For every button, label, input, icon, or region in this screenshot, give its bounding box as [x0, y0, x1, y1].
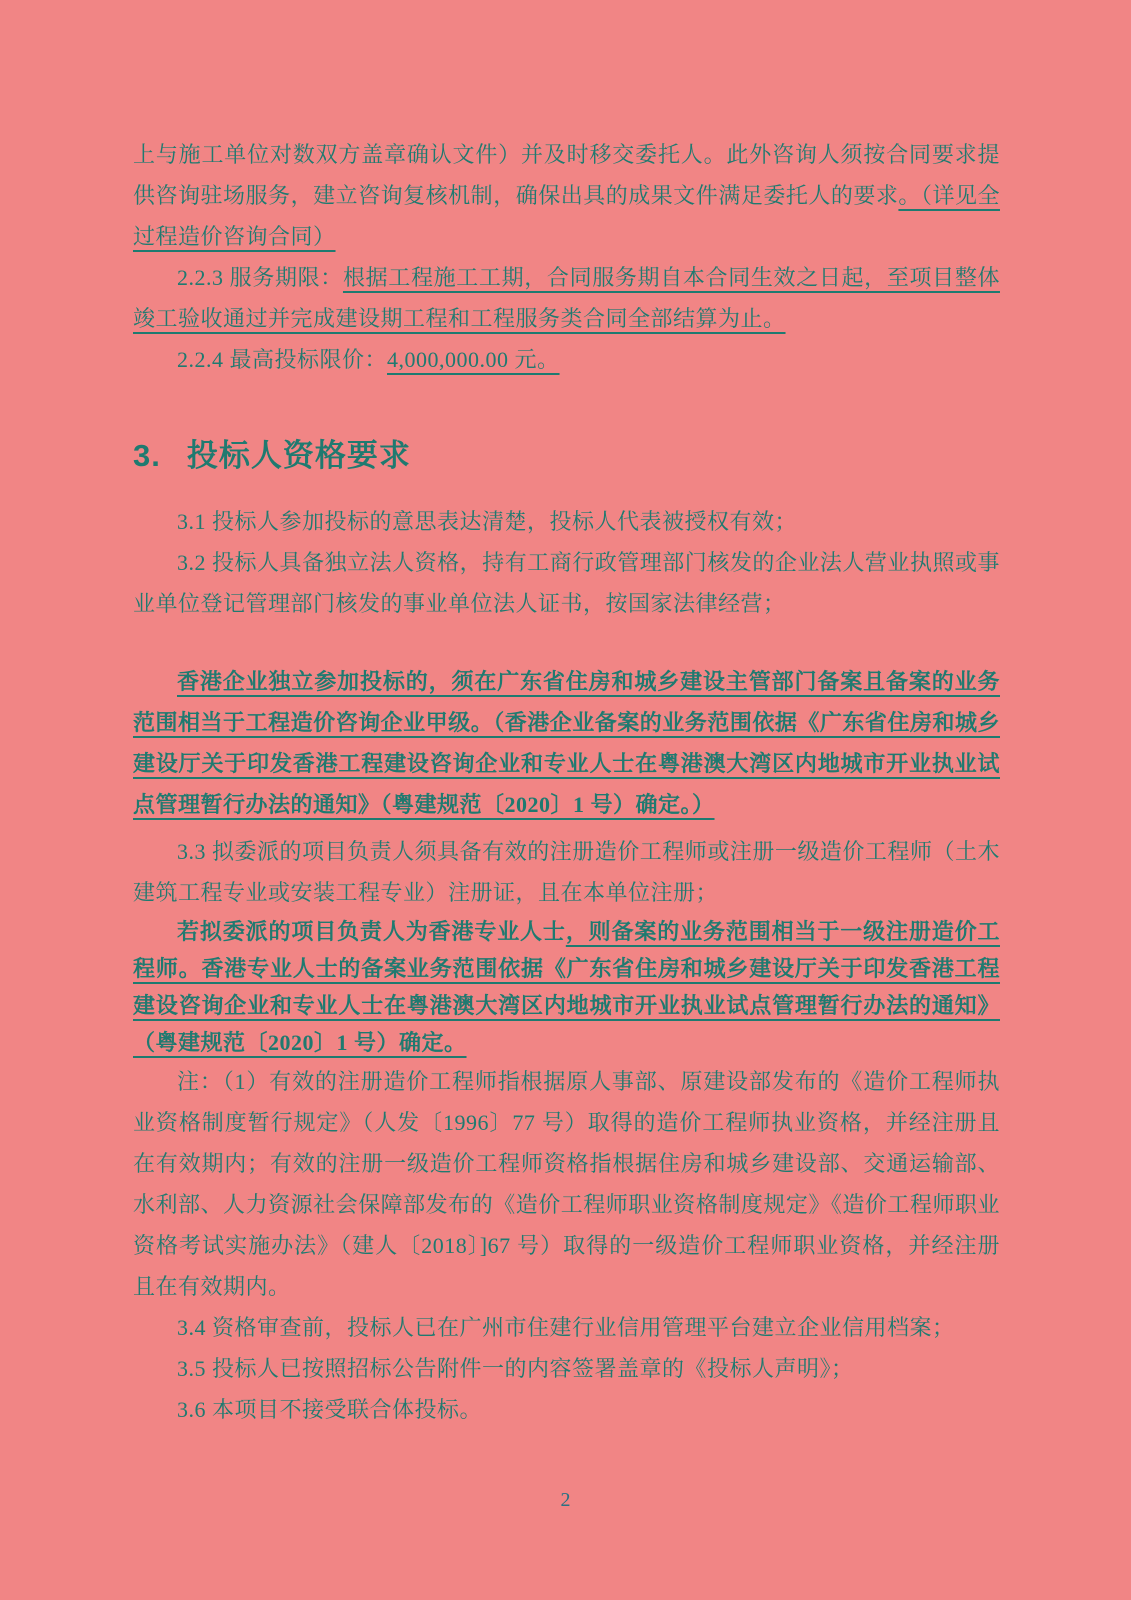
clause-3-1: 3.1 投标人参加投标的意思表达清楚，投标人代表被授权有效；	[177, 509, 798, 534]
intro-plain-text: 上与施工单位对数双方盖章确认文件）并及时移交委托人。此外咨询人须按合同要求提供咨询驻场服务，建立咨询复核机制，确保出具的成果文件满足委托人的要求	[133, 142, 1000, 208]
clause-2-2-3	[133, 257, 1000, 339]
clause-3-5: 3.5 投标人已按照招标公告附件一的内容签署盖章的《投标人声明》；	[177, 1356, 854, 1381]
clause-2-2-3-underlined-text: 根据工程施工工期，合同服务期自本合同生效之日起，至项目整体竣工验收通过并完成建设期工程和工程服务类合同全部结算为止。	[133, 265, 1000, 331]
intro-underlined-text: 。（详见全过程造价咨询合同）	[133, 183, 1000, 249]
hk-professional-plain-text: 若拟委派的项目负责人为香港专业人士	[177, 919, 566, 944]
clause-2-2-4-label: 2.2.4 最高投标限价：	[177, 347, 388, 372]
clause-2-2-4-underlined-text: 4,000,000.00 元。	[387, 347, 560, 372]
page-number: 2	[560, 1489, 571, 1511]
clause-3-3: 3.3 拟委派的项目负责人须具备有效的注册造价工程师或注册一级造价工程师（土木建筑工程专业或安装工程专业）注册证，且在本单位注册；	[133, 839, 1000, 905]
clause-2-2-3-label: 2.2.3 服务期限：	[177, 265, 343, 290]
clause-3-4: 3.4 资格审查前，投标人已在广州市住建行业信用管理平台建立企业信用档案；	[177, 1315, 955, 1340]
section-3-number: 3.	[133, 438, 161, 473]
hk-professional-requirement	[133, 913, 1000, 1061]
hk-enterprise-requirement	[133, 661, 1000, 825]
section-3-title: 投标人资格要求	[186, 438, 411, 473]
clause-2-2-4	[133, 339, 1000, 380]
hk-enterprise-requirement-text: 香港企业独立参加投标的，须在广东省住房和城乡建设主管部门备案且备案的业务范围相当于工程造价咨询企业甲级。（香港企业备案的业务范围依据《广东省住房和城乡建设厅关于印发香港工程建设咨询企业和专业人士在粤港澳大湾区内地城市开业执业试点管理暂行办法的通知》（粤建规范〔2020〕1 号）确定。）	[133, 669, 1000, 817]
hk-professional-underlined-text: ，则备案的业务范围相当于一级注册造价工程师。香港专业人士的备案业务范围依据《广东省住房和城乡建设厅关于印发香港工程建设咨询企业和专业人士在粤港澳大湾区内地城市开业执业试点管理暂行办法的通知》（粤建规范〔2020〕1 号）确定。	[133, 919, 1000, 1055]
clause-3-6: 3.6 本项目不接受联合体投标。	[177, 1397, 483, 1422]
section-3-heading	[133, 430, 1000, 475]
clause-3-2: 3.2 投标人具备独立法人资格，持有工商行政管理部门核发的企业法人营业执照或事业单位登记管理部门核发的事业单位法人证书，按国家法律经营；	[133, 550, 1000, 616]
registration-note: 注：（1）有效的注册造价工程师指根据原人事部、原建设部发布的《造价工程师执业资格制度暂行规定》（人发〔1996〕77 号）取得的造价工程师执业资格，并经注册且在有效期内；有效的注册一级造价工程师资格指根据住房和城乡建设部、交通运输部、水利部、人力资源社会保障部发布的《造价工程师职业资格制度规定》《造价工程师职业资格考试实施办法》（建人〔2018〕]67 号）取得的一级造价工程师职业资格，并经注册且在有效期内。	[133, 1069, 1000, 1299]
paragraph-intro-continuation	[133, 134, 1000, 257]
